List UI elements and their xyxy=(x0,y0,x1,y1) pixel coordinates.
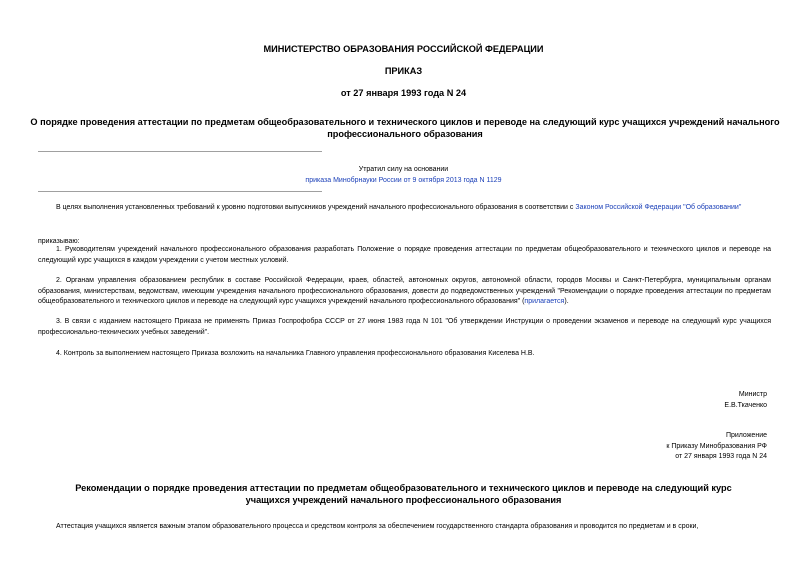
appendix-date: от 27 января 1993 года N 24 xyxy=(675,453,767,460)
education-law-link[interactable]: Законом Российской Федерации "Об образовании" xyxy=(575,204,742,211)
status-line: Утратил силу на основании xyxy=(358,166,449,173)
order-word: приказываю: xyxy=(38,238,80,245)
ministry-heading: МИНИСТЕРСТВО ОБРАЗОВАНИЯ РОССИЙСКОЙ ФЕДЕРАЦИИ xyxy=(263,44,544,54)
intro-text: В целях выполнения установленных требований к уровню подготовки выпускников учреждений начального профессионального образования в соответствии с xyxy=(56,204,574,211)
intro-paragraph xyxy=(56,203,776,214)
item-1: 1. Руководителям учреждений начального профессионального образования разработать Положение о порядке проведения аттестации по предметам общеобразовательного и технического циклов и переводе на следующий курс учащихся в каждом учреждении с учетом местных условий. xyxy=(38,246,771,264)
recommendations-first-line: Аттестация учащихся является важным этапом образовательного процесса и средством контроля за обеспечением государственного стандарта образования и проводится по предметам и в сроки, xyxy=(56,523,699,530)
item-2-text: 2. Органам управления образованием республик в составе Российской Федерации, краев, областей, автономных округов, автономной области, городов Москвы и Санкт-Петербурга, муниципальным органам образования, министерствам, ведомствам, имеющим учреждения начального профессионального образования, довести до подведомственных учреждений "Рекомендации о порядке проведения аттестации по предметам общеобразовательного и технического циклов и переводе на следующий курс учащихся учреждений начального профессионального образования" ( xyxy=(38,277,771,305)
order-title: О порядке проведения аттестации по предметам общеобразовательного и технического циклов и переводе на следующий курс учащихся учреждений начального профессионального образования xyxy=(30,117,780,139)
signature-position: Министр xyxy=(738,391,767,398)
recommendations-title: Рекомендации о порядке проведения аттестации по предметам общеобразовательного и технического циклов и переводе на следующий курс учащихся учреждений начального профессионального образования xyxy=(75,483,732,505)
doc-date-heading: от 27 января 1993 года N 24 xyxy=(340,88,467,98)
appendix-label: Приложение xyxy=(725,432,767,439)
item-2-end: ). xyxy=(564,298,569,305)
appendix-link[interactable]: прилагается xyxy=(524,298,565,305)
appendix-order: к Приказу Минобразования РФ xyxy=(666,443,767,450)
item-3: 3. В связи с изданием настоящего Приказа не применять Приказ Госпрофобра СССР от 27 июня 1983 года N 101 "Об утверждении Инструкции о проведении экзаменов и переводе на следующий курс учащихся профессионально-технических учебных заведений". xyxy=(38,318,771,336)
divider-bottom xyxy=(38,191,322,192)
repeal-order-link[interactable]: приказа Минобрнауки России от 9 октября 2013 года N 1129 xyxy=(305,177,502,184)
divider-top xyxy=(38,151,322,152)
item-4: 4. Контроль за выполнением настоящего Приказа возложить на начальника Главного управления профессионального образования Киселева Н.В. xyxy=(56,350,535,357)
status-link-row xyxy=(200,176,607,187)
doc-type-heading: ПРИКАЗ xyxy=(384,66,423,76)
signature-name: Е.В.Ткаченко xyxy=(724,402,767,409)
item-2 xyxy=(38,276,771,308)
